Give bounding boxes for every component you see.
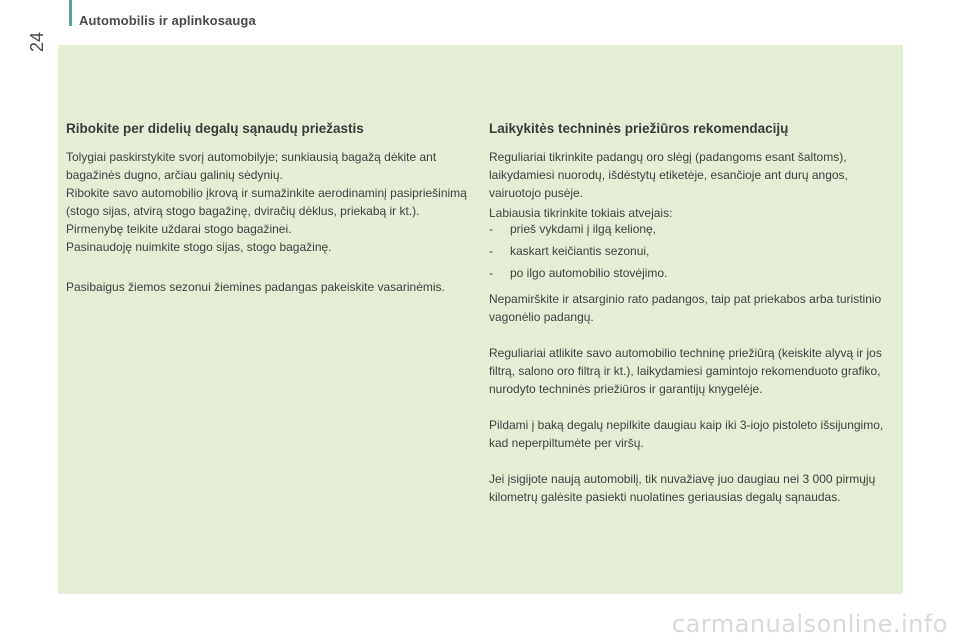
left-paragraph-1: Tolygiai paskirstykite svorį automobilyje; sunkiausią bagažą dėkite ant bagažinės dugno, arčiau galinių sėdynių. bbox=[66, 150, 437, 182]
page-number: 24 bbox=[27, 31, 47, 52]
right-paragraph-2: Reguliariai atlikite savo automobilio techninę priežiūrą (keiskite alyvą ir jos filtrą, salono oro filtrą ir kt.), laikydamiesi gamintojo rekomenduoto grafiko, nurodyto techninės priežiūros ir garantijų knygelėje. bbox=[489, 346, 882, 396]
left-column bbox=[66, 120, 470, 296]
list-item-text: kaskart keičiantis sezonui, bbox=[510, 244, 650, 258]
spacer bbox=[489, 326, 896, 344]
spacer bbox=[489, 452, 896, 470]
list-item-text: prieš vykdami į ilgą kelionę, bbox=[510, 222, 657, 236]
list-item bbox=[489, 264, 896, 282]
spacer bbox=[489, 398, 896, 416]
right-column bbox=[489, 120, 896, 506]
list-item-text: po ilgo automobilio stovėjimo. bbox=[510, 266, 668, 280]
site-watermark: carmanualsonline.info bbox=[671, 610, 948, 638]
spacer bbox=[66, 256, 470, 278]
left-paragraph-4: Pasibaigus žiemos sezonui žiemines padangas pakeiskite vasarinėmis. bbox=[66, 280, 445, 294]
left-heading: Ribokite per didelių degalų sąnaudų priežastis bbox=[66, 121, 364, 136]
section-title: Automobilis ir aplinkosauga bbox=[79, 13, 256, 28]
list-item bbox=[489, 220, 896, 238]
left-paragraph-3: Pasinaudoję nuimkite stogo sijas, stogo bagažinę. bbox=[66, 240, 332, 254]
right-intro: Reguliariai tikrinkite padangų oro slėgį (padangoms esant šaltoms), laikydamiesi nuorodų, išdėstytų etiketėje, esančioje ant durų angos, vairuotojo pusėje. bbox=[489, 150, 848, 200]
header-accent-bar bbox=[69, 0, 72, 26]
check-list bbox=[489, 220, 896, 282]
dash-bullet: - bbox=[489, 222, 493, 236]
left-paragraph-2: Ribokite savo automobilio įkrovą ir sumažinkite aerodinaminį pasipriešinimą (stogo sijas, atvirą stogo bagažinę, dviračių dėklus, priekabą ir kt.). Pirmenybę teikite uždarai stogo bagažinei. bbox=[66, 186, 467, 236]
right-paragraph-1: Nepamirškite ir atsarginio rato padangos, taip pat priekabos arba turistinio vagonėlio padangų. bbox=[489, 292, 882, 324]
dash-bullet: - bbox=[489, 244, 493, 258]
dash-bullet: - bbox=[489, 266, 493, 280]
right-paragraph-3: Pildami į baką degalų nepilkite daugiau kaip iki 3-iojo pistoleto išsijungimo, kad neperpiltumėte per viršų. bbox=[489, 418, 884, 450]
right-heading: Laikykitės techninės priežiūros rekomendacijų bbox=[489, 121, 789, 136]
right-paragraph-4: Jei įsigijote naują automobilį, tik nuvažiavę juo daugiau nei 3 000 pirmųjų kilometrų galėsite pasiekti nuolatines geriausias degalų sąnaudas. bbox=[489, 472, 876, 504]
list-item bbox=[489, 242, 896, 260]
list-lead: Labiausia tikrinkite tokiais atvejais: bbox=[489, 206, 673, 220]
